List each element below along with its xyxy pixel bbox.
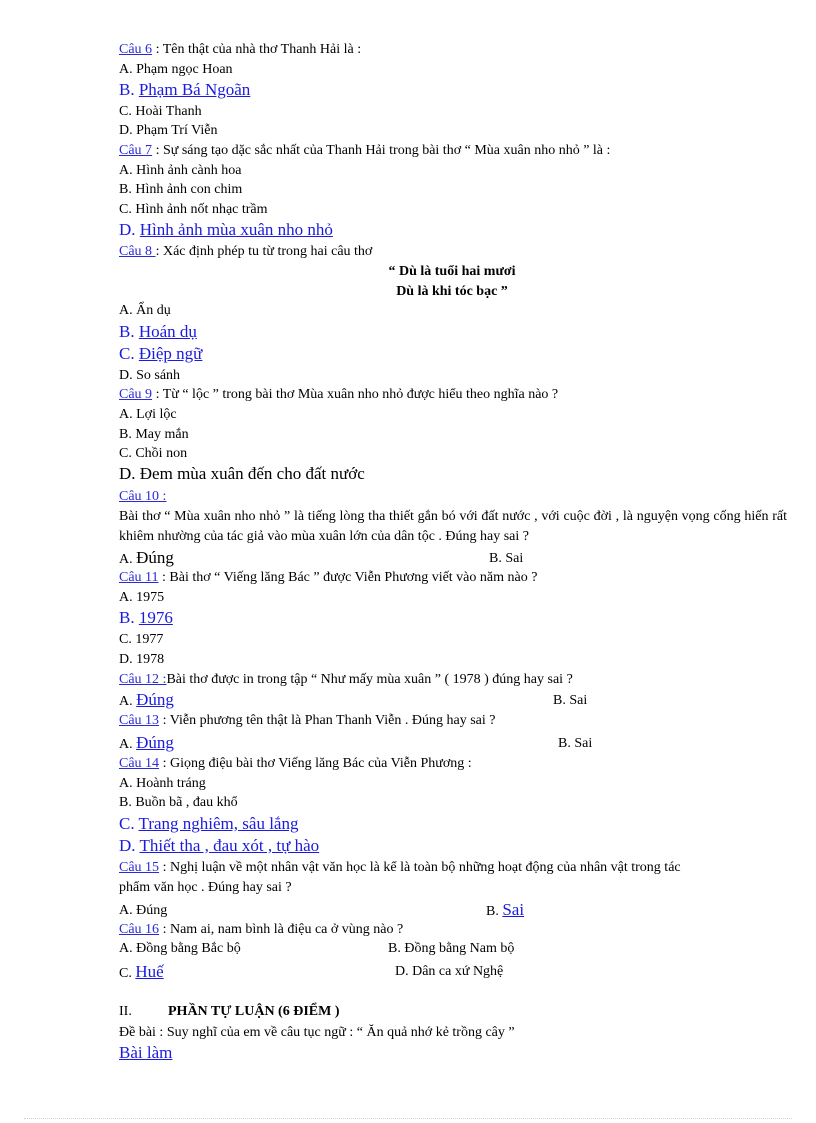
q7-option-b: B. Hình ảnh con chim: [119, 182, 243, 197]
q7-option-c: C. Hình ảnh nốt nhạc trầm: [119, 202, 268, 217]
q7-option-a: A. Hình ảnh cành hoa: [119, 163, 242, 178]
q6-option-d: D. Phạm Trí Viễn: [119, 123, 218, 138]
q7-line: [119, 142, 610, 160]
q11-option-b-prefix: B.: [119, 608, 139, 627]
q6-line: [119, 41, 361, 59]
q11-option-a: A. 1975: [119, 590, 165, 605]
q14-option-d: [119, 836, 319, 856]
q8-option-b-prefix: B.: [119, 322, 139, 341]
q15-text-cont: phẩm văn học . Đúng hay sai ?: [119, 880, 292, 895]
q6-option-b: [119, 80, 250, 100]
q13-option-a: [119, 733, 174, 754]
q15-option-a: A. Đúng: [119, 903, 168, 918]
page-bottom-rule: [24, 1118, 792, 1119]
q10-option-a: [119, 548, 174, 569]
q8-verse-2: Dù là khi tóc bạc ”: [396, 284, 508, 299]
q16-text: : Nam ai, nam bình là điệu ca ở vùng nào ?: [159, 922, 404, 937]
q15-option-b-prefix: B.: [486, 904, 503, 919]
q11-option-d: D. 1978: [119, 652, 165, 667]
part2-number: II.: [119, 1004, 132, 1019]
q9-text: : Từ “ lộc ” trong bài thơ Mùa xuân nho nhỏ được hiểu theo nghĩa nào ?: [152, 387, 559, 402]
q8-option-b-answer: Hoán dụ: [138, 322, 197, 341]
q13-option-b: B. Sai: [558, 736, 593, 751]
q10-option-a-answer: Đúng: [136, 548, 174, 567]
q11-option-b: [119, 608, 173, 628]
q16-label: Câu 16: [119, 922, 160, 937]
q10-label: Câu 10 :: [119, 489, 167, 504]
q6-option-b-prefix: B.: [119, 80, 139, 99]
q6-text: : Tên thật của nhà thơ Thanh Hải là :: [152, 42, 362, 57]
q15-line: [119, 859, 681, 877]
q13-label: Câu 13: [119, 713, 160, 728]
q14-option-b: B. Buồn bã , đau khổ: [119, 795, 238, 810]
q8-option-a: A. Ẩn dụ: [119, 303, 171, 318]
q14-option-c-prefix: C.: [119, 814, 139, 833]
q12-text: Bài thơ được in trong tập “ Như mấy mùa xuân ” ( 1978 ) đúng hay sai ?: [166, 672, 573, 687]
q7-option-d-answer: Hình ảnh mùa xuân nho nhỏ: [139, 220, 333, 239]
q6-option-c: C. Hoài Thanh: [119, 104, 202, 119]
q7-option-d: [119, 220, 333, 240]
q9-label: Câu 9: [119, 387, 153, 402]
q8-verse-1: “ Dù là tuổi hai mươi: [388, 264, 516, 279]
q16-option-d: D. Dân ca xứ Nghệ: [395, 964, 504, 979]
part2-title: PHẦN TỰ LUẬN (6 ĐIỂM ): [168, 1004, 340, 1019]
q13-option-a-prefix: A.: [119, 737, 137, 752]
q14-line: [119, 755, 472, 773]
q11-line: [119, 569, 537, 587]
part2-topic: Đề bài : Suy nghĩ của em về câu tục ngữ : “ Ăn quả nhớ kẻ trồng cây ”: [119, 1025, 515, 1040]
q13-text: : Viễn phương tên thật là Phan Thanh Viễn . Đúng hay sai ?: [159, 713, 496, 728]
q12-option-a-answer: Đúng: [136, 690, 174, 709]
q12-option-a: [119, 690, 174, 711]
q15-option-b: [486, 900, 524, 921]
q16-option-c-answer: Huế: [135, 962, 164, 981]
part2-answer-heading: Bài làm: [119, 1043, 173, 1062]
q8-label: Câu 8: [119, 244, 156, 259]
q14-text: : Giọng điệu bài thơ Viếng lăng Bác của Viễn Phương :: [159, 756, 472, 771]
q13-line: [119, 712, 496, 730]
q8-option-c-prefix: C.: [119, 344, 139, 363]
q8-text: : Xác định phép tu từ trong hai câu thơ: [155, 244, 373, 259]
q14-label: Câu 14: [119, 756, 160, 771]
q12-line: [119, 671, 573, 689]
q8-line: [119, 243, 372, 261]
q10-option-a-prefix: A.: [119, 552, 137, 567]
q10-option-b: B. Sai: [489, 551, 524, 566]
q16-option-c-prefix: C.: [119, 966, 136, 981]
q11-text: : Bài thơ “ Viếng lăng Bác ” được Viễn Phương viết vào năm nào ?: [158, 570, 538, 585]
q8-option-c-answer: Điệp ngữ: [138, 344, 203, 363]
q16-option-a: A. Đồng bằng Bắc bộ: [119, 941, 241, 956]
q9-option-b: B. May mắn: [119, 427, 189, 442]
q7-label: Câu 7: [119, 143, 153, 158]
q16-option-c: [119, 962, 164, 983]
q10-text: Bài thơ “ Mùa xuân nho nhỏ ” là tiếng lòng tha thiết gắn bó với đất nước , với cuộc đời , là nguyện vọng cống hiến rất khiêm nhường của tác giả vào mùa xuân lớn của dân tộc . Đúng hay sai ?: [119, 509, 787, 544]
q9-line: [119, 386, 558, 404]
q12-label: Câu 12 :: [119, 672, 167, 687]
q14-option-d-prefix: D.: [119, 836, 140, 855]
q14-option-c: [119, 814, 298, 834]
q8-option-d: D. So sánh: [119, 368, 181, 383]
q15-label: Câu 15: [119, 860, 160, 875]
q11-label: Câu 11: [119, 570, 159, 585]
q11-option-b-answer: 1976: [138, 608, 173, 627]
q15-text: : Nghị luận về một nhân vật văn học là kể là toàn bộ những hoạt động của nhân vật trong tác: [159, 860, 681, 875]
q6-option-b-answer: Phạm Bá Ngoãn: [138, 80, 251, 99]
q6-option-a: A. Phạm ngọc Hoan: [119, 62, 233, 77]
q12-option-a-prefix: A.: [119, 694, 137, 709]
q14-option-d-answer: Thiết tha , đau xót , tự hào: [139, 836, 320, 855]
q7-text: : Sự sáng tạo dặc sắc nhất của Thanh Hải trong bài thơ “ Mùa xuân nho nhỏ ” là :: [152, 143, 611, 158]
q9-option-d: D. Đem mùa xuân đến cho đất nước: [119, 464, 365, 483]
q14-option-c-answer: Trang nghiêm, sâu lắng: [138, 814, 299, 833]
q13-option-a-answer: Đúng: [136, 733, 174, 752]
q6-label: Câu 6: [119, 42, 153, 57]
q9-option-c: C. Chồi non: [119, 446, 188, 461]
q16-option-b: B. Đồng bằng Nam bộ: [388, 941, 515, 956]
q8-option-b: [119, 322, 197, 342]
q15-option-b-answer: Sai: [502, 900, 525, 919]
q16-line: [119, 921, 403, 939]
q12-option-b: B. Sai: [553, 693, 588, 708]
q7-option-d-prefix: D.: [119, 220, 140, 239]
q14-option-a: A. Hoành tráng: [119, 776, 206, 791]
q11-option-c: C. 1977: [119, 632, 164, 647]
q9-option-a: A. Lợi lộc: [119, 407, 177, 422]
q8-option-c: [119, 344, 202, 364]
